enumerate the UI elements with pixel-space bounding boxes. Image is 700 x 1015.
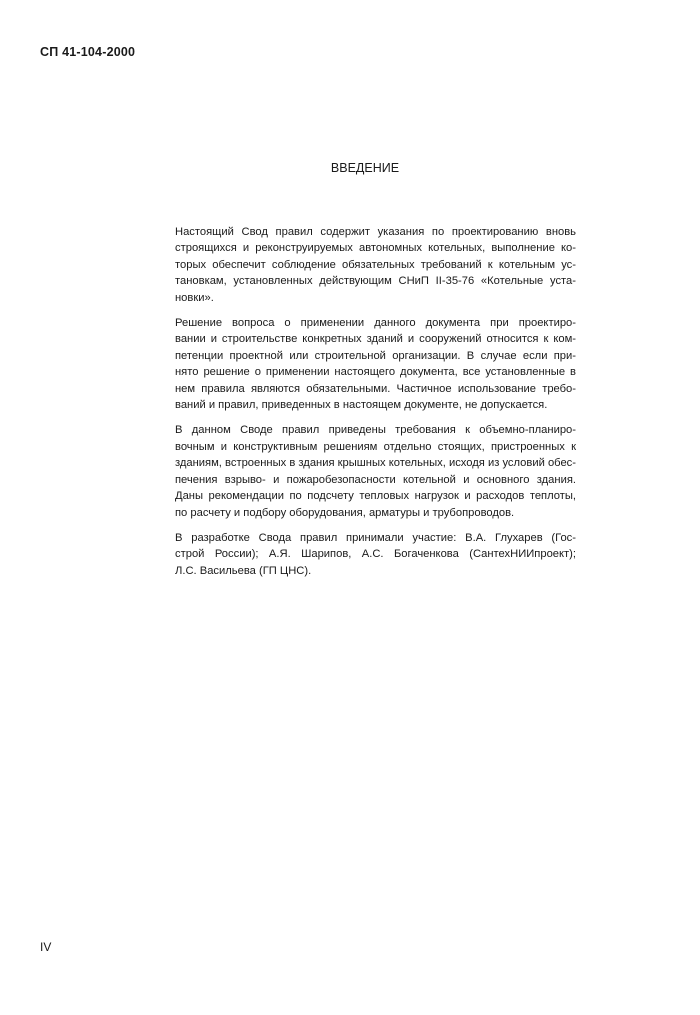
text-line: В данном Своде правил приведены требования к объемно-планиро- — [175, 424, 576, 437]
body-text — [155, 224, 576, 588]
page-number: IV — [40, 940, 52, 954]
paragraph-requirements — [155, 422, 576, 520]
text-line: вании и строительстве конкретных зданий и сооружений относится к ком- — [175, 333, 576, 346]
text-line: вочным и конструктивным решениям отдельно стоящих, пристроенных к — [175, 440, 576, 453]
document-code: СП 41-104-2000 — [40, 45, 136, 59]
paragraph-intro — [155, 224, 576, 306]
text-line: Настоящий Свод правил содержит указания по проектированию вновь — [175, 226, 576, 238]
text-line: Даны рекомендации по подсчету тепловых нагрузок и расходов теплоты, — [175, 490, 576, 503]
text-line: строящихся и реконструируемых автономных котельных, выполнение ко- — [175, 242, 576, 255]
paragraph-authors — [155, 530, 576, 579]
text-line: нем правила являются обязательными. Частичное использование требо- — [175, 382, 576, 395]
text-line: новки». — [175, 291, 214, 304]
text-line: торых обеспечит соблюдение обязательных требований к котельным ус- — [175, 258, 576, 271]
section-title: ВВЕДЕНИЕ — [330, 161, 400, 175]
text-line: Л.С. Васильева (ГП ЦНС). — [175, 564, 312, 577]
text-line: зданиям, встроенных в здания крышных котельных, исходя из условий обес- — [175, 457, 576, 470]
text-line: В разработке Свода правил принимали участие: В.А. Глухарев (Гос- — [175, 531, 576, 544]
text-line: строй России); А.Я. Шарипов, А.С. Богаченкова (СантехНИИпроект); — [175, 548, 576, 561]
text-line: ваний и правил, приведенных в настоящем документе, не допускается. — [175, 399, 548, 412]
text-line: по расчету и подбору оборудования, арматуры и трубопроводов. — [175, 506, 515, 519]
text-line: тановкам, установленных действующим СНиП II-35-76 «Котельные уста- — [175, 275, 576, 288]
text-line: петенции проектной или строительной организации. В случае если при- — [175, 349, 576, 362]
text-line: Решение вопроса о применении данного документа при проектиро- — [175, 317, 576, 330]
text-line: печения взрыво- и пожаробезопасности котельной и основного здания. — [175, 473, 576, 486]
paragraph-application — [155, 315, 576, 413]
text-line: нято решение о применении настоящего документа, все установленные в — [175, 366, 576, 379]
